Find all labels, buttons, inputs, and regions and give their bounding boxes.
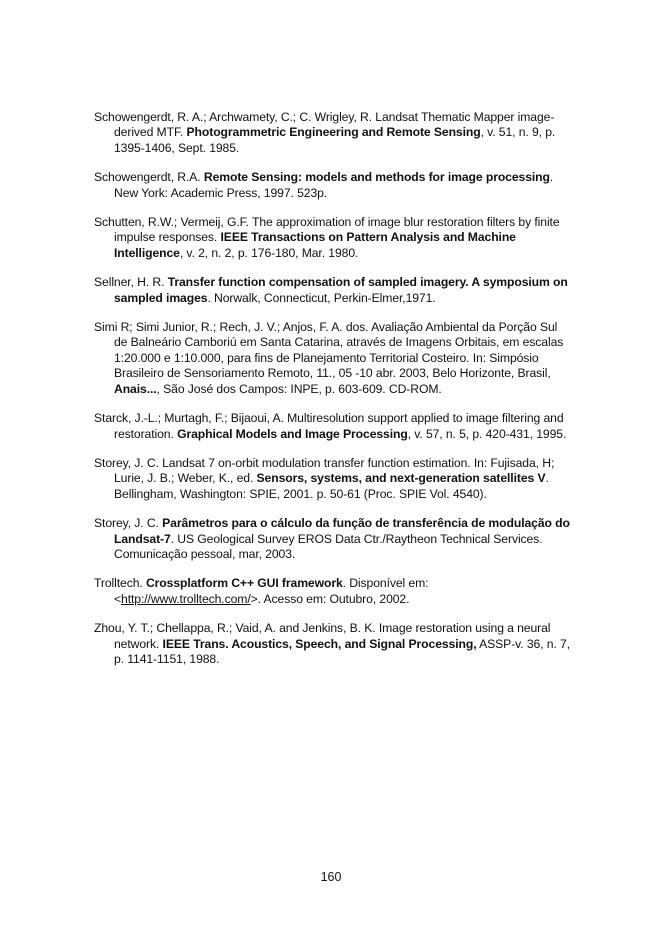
reference-text: Schutten, R.W.; Vermeij, G.F. The approximation of image blur restoration filters by finite impulse responses. bbox=[94, 215, 560, 245]
reference-title: Transfer function compensation of sampled imagery. A symposium on sampled images bbox=[114, 275, 568, 305]
reference-text: Sellner, H. R. bbox=[94, 275, 168, 290]
reference-list bbox=[94, 110, 572, 681]
reference-title: Sensors, systems, and next-generation satellites V bbox=[256, 471, 546, 486]
reference-text: , v. 57, n. 5, p. 420-431, 1995. bbox=[407, 426, 567, 441]
reference-title: Photogrammetric Engineering and Remote Sensing bbox=[186, 125, 481, 140]
reference-text: Schowengerdt, R.A. bbox=[94, 170, 204, 185]
reference-text: . Norwalk, Connecticut, Perkin-Elmer,1971. bbox=[207, 290, 436, 305]
reference-entry bbox=[94, 621, 572, 667]
reference-text: . Bellingham, Washington: SPIE, 2001. p. 50-61 (Proc. SPIE Vol. 4540). bbox=[114, 471, 549, 501]
reference-text: Trolltech. bbox=[94, 576, 146, 591]
reference-text: Simi R; Simi Junior, R.; Rech, J. V.; Anjos, F. A. dos. Avaliação Ambiental da Porção Sul de Balneário Camboriú em Santa Catarina, através de Imagens Orbitais, em escalas 1:20.000 e 1:10.000, para fins de Planejamento Territorial Costeiro. In: Simpósio Brasileiro de Sensoriamento Remoto, 11., 05 -10 abr. 2003, Belo Horizonte, Brasil, bbox=[94, 320, 564, 381]
reference-text: . US Geological Survey EROS Data Ctr./Raytheon Technical Services. Comunicação pessoal, mar, 2003. bbox=[114, 531, 543, 561]
reference-title: IEEE Transactions on Pattern Analysis and Machine Intelligence bbox=[114, 230, 516, 260]
reference-entry bbox=[94, 411, 572, 442]
reference-entry bbox=[94, 275, 572, 306]
reference-entry bbox=[94, 516, 572, 562]
reference-entry bbox=[94, 215, 572, 261]
reference-entry bbox=[94, 170, 572, 201]
reference-entry bbox=[94, 576, 572, 607]
reference-link[interactable]: http://www.trolltech.com/ bbox=[121, 591, 251, 606]
reference-text: , v. 2, n. 2, p. 176-180, Mar. 1980. bbox=[179, 245, 359, 260]
reference-text: Storey, J. C. bbox=[94, 516, 163, 531]
page-number: 160 bbox=[320, 870, 342, 884]
reference-text: Schowengerdt, R. A.; Archwamety, C.; C. Wrigley, R. Landsat Thematic Mapper image-derived MTF. bbox=[94, 110, 555, 140]
reference-text: Zhou, Y. T.; Chellappa, R.; Vaid, A. and Jenkins, B. K. Image restoration using a neural network. bbox=[94, 621, 551, 651]
reference-text: . Disponível em: < bbox=[114, 576, 429, 606]
reference-title: Crossplatform C++ GUI framework bbox=[145, 576, 343, 591]
reference-text: , v. 51, n. 9, p. 1395-1406, Sept. 1985. bbox=[114, 125, 556, 155]
reference-text: . New York: Academic Press, 1997. 523p. bbox=[114, 170, 554, 200]
reference-text: Starck, J.-L.; Murtagh, F.; Bijaoui, A. Multiresolution support applied to image filtering and restoration. bbox=[94, 411, 564, 441]
reference-title: Anais... bbox=[114, 381, 157, 396]
reference-entry bbox=[94, 110, 572, 156]
reference-text: ASSP-v. 36, n. 7, p. 1141-1151, 1988. bbox=[114, 636, 570, 666]
reference-text: Storey, J. C. Landsat 7 on-orbit modulation transfer function estimation. In: Fujisada, H; Lurie, J. B.; Weber, K., ed. bbox=[94, 455, 555, 486]
reference-entry bbox=[94, 320, 572, 397]
reference-text: , São José dos Campos: INPE, p. 603-609. CD-ROM. bbox=[156, 381, 442, 396]
reference-text: >. Acesso em: Outubro, 2002. bbox=[250, 591, 410, 606]
reference-title: Remote Sensing: models and methods for image processing bbox=[203, 170, 550, 185]
reference-entry bbox=[94, 456, 572, 502]
reference-title: IEEE Trans. Acoustics, Speech, and Signal Processing, bbox=[162, 636, 477, 651]
reference-title: Graphical Models and Image Processing bbox=[177, 426, 408, 441]
reference-title: Parâmetros para o cálculo da função de transferência de modulação do Landsat-7 bbox=[114, 516, 570, 546]
